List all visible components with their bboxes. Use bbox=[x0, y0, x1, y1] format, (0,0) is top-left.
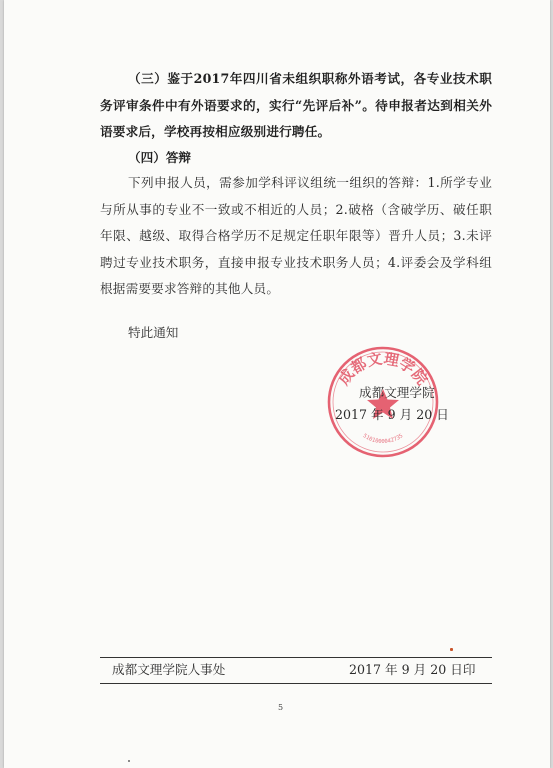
scan-dot bbox=[128, 760, 130, 762]
item4-heading: （四）答辩 bbox=[128, 150, 191, 165]
item4-paragraph: 下列申报人员，需参加学科评议组统一组织的答辩：1.所学专业与所从事的专业不一致或不相近的人员；2.破格（含破学历、破任职年限、越级、取得合格学历不足规定任职年限等）晋升人员；3.未评聘过专业技术职务，直接申报专业技术职务人员；4.评委会及学科组根据需要要求答辩的其他人员。 bbox=[100, 175, 492, 296]
seal-org-text: 成都文理学院 bbox=[334, 349, 432, 389]
footer-issuer: 成都文理学院人事处 bbox=[112, 662, 226, 677]
scan-speck bbox=[450, 648, 453, 651]
page-number: 5 bbox=[277, 703, 284, 712]
footer-top-rule bbox=[100, 657, 492, 658]
item3-paragraph: （三）鉴于2017年四川省未组织职称外语考试，各专业技术职务评审条件中有外语要求的，实行“先评后补”。待申报者达到相关外语要求后，学校再按相应级别进行聘任。 bbox=[100, 71, 492, 139]
closing-text: 特此通知 bbox=[128, 325, 179, 340]
footer-print-date: 2017 年 9 月 20 日印 bbox=[349, 662, 476, 677]
signature-date: 2017 年 9 月 20 日 bbox=[335, 407, 449, 422]
document-page bbox=[4, 0, 550, 768]
signature-org: 成都文理学院 bbox=[359, 385, 435, 400]
footer-bottom-rule bbox=[100, 683, 492, 684]
seal-code-text: 5101000042735 bbox=[361, 433, 405, 446]
